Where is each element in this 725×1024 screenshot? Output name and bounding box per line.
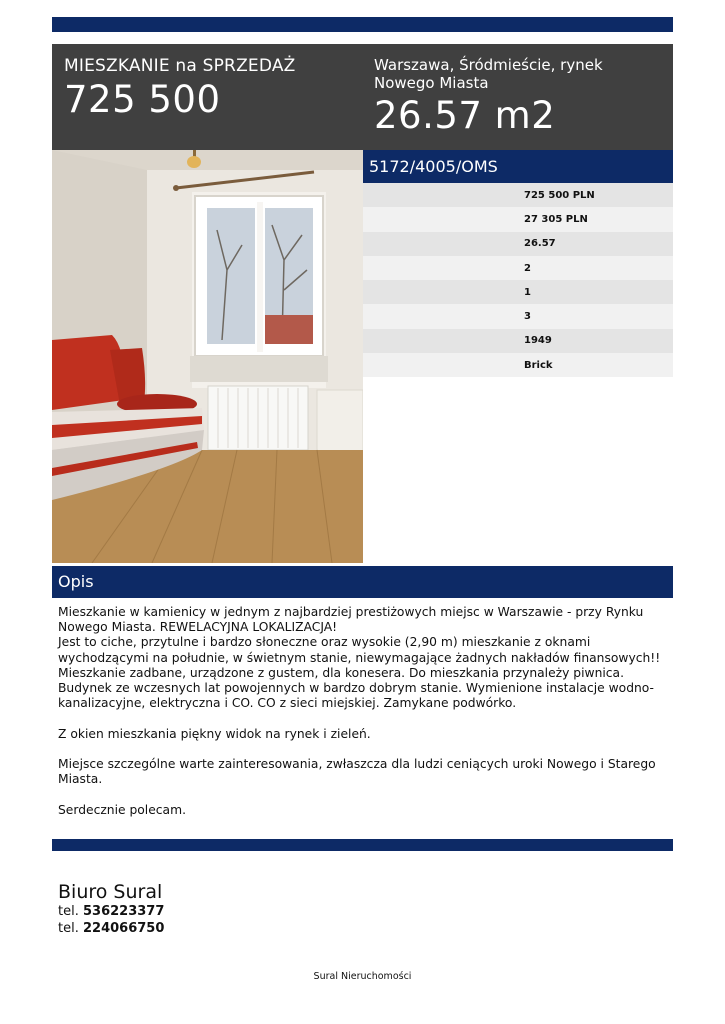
header-left xyxy=(64,56,296,121)
apartment-photo xyxy=(52,150,363,563)
top-accent-bar xyxy=(52,17,673,32)
office-name: Biuro Sural xyxy=(58,881,163,903)
phone-line xyxy=(58,920,164,937)
details-row xyxy=(363,256,673,280)
details-value: 3 xyxy=(524,311,531,323)
footer-text: Sural Nieruchomości xyxy=(313,971,412,982)
details-row xyxy=(363,353,673,377)
listing-area: 26.57 m2 xyxy=(374,94,556,137)
details-row xyxy=(363,329,673,353)
details-value: 1949 xyxy=(524,335,552,347)
description-paragraph: Mieszkanie w kamienicy w jednym z najbardziej prestiżowych miejsc w Warszawie - przy Rynku Nowego Miasta. REWELACYJNA LOKALIZACJA! Jest to ciche, przytulne i bardzo słoneczne oraz wysokie (2,90 m) mieszkanie z oknami wychodzącymi na południe, w świetnym stanie, niewymagające żadnych nakładów finansowych!! Mieszkanie zadbane, urządzone z gustem, dla konesera. Do mieszkania przynależy piwnica. Budynek ze wczesnych lat powojennych w bardzo dobrym stanie. Wymienione instalacje wodno-kanalizacyjne, elektryczna i CO. CO z sieci miejskiej. Zamykane podwórko. xyxy=(58,605,661,711)
details-value: 2 xyxy=(524,262,531,274)
description-paragraph: Serdecznie polecam. xyxy=(58,802,186,817)
listing-header xyxy=(52,44,673,150)
details-row xyxy=(363,232,673,256)
description-body xyxy=(58,605,668,818)
listing-type: MIESZKANIE na SPRZEDAŻ xyxy=(64,56,296,76)
apartment-photo-illustration xyxy=(52,150,363,563)
details-value: 725 500 PLN xyxy=(524,189,595,201)
phone-line xyxy=(58,903,164,920)
details-table xyxy=(363,183,673,377)
details-value: 1 xyxy=(524,286,531,298)
phone-number[interactable]: 536223377 xyxy=(82,904,165,919)
details-value: 26.57 xyxy=(524,238,556,250)
reference-number: 5172/4005/OMS xyxy=(363,150,673,183)
description-paragraph: Miejsce szczególne warte zainteresowania, zwłaszcza dla ludzi ceniących uroki Nowego i Starego Miasta. xyxy=(58,757,656,787)
phone-label: tel. xyxy=(58,904,79,919)
listing-price: 725 500 xyxy=(64,78,221,121)
description-paragraph: Z okien mieszkania piękny widok na rynek i zieleń. xyxy=(58,726,371,741)
details-row xyxy=(363,280,673,304)
listing-location: Warszawa, Śródmieście, rynek Nowego Miasta xyxy=(374,56,603,92)
details-row xyxy=(363,207,673,231)
header-right xyxy=(374,56,664,137)
description-heading: Opis xyxy=(52,566,673,598)
details-row xyxy=(363,304,673,328)
details-value: Brick xyxy=(524,359,553,371)
phone-label: tel. xyxy=(58,921,79,936)
details-row xyxy=(363,183,673,207)
details-value: 27 305 PLN xyxy=(524,213,588,225)
office-contact xyxy=(58,881,164,937)
bottom-accent-bar xyxy=(52,839,673,851)
phone-number[interactable]: 224066750 xyxy=(82,921,165,936)
